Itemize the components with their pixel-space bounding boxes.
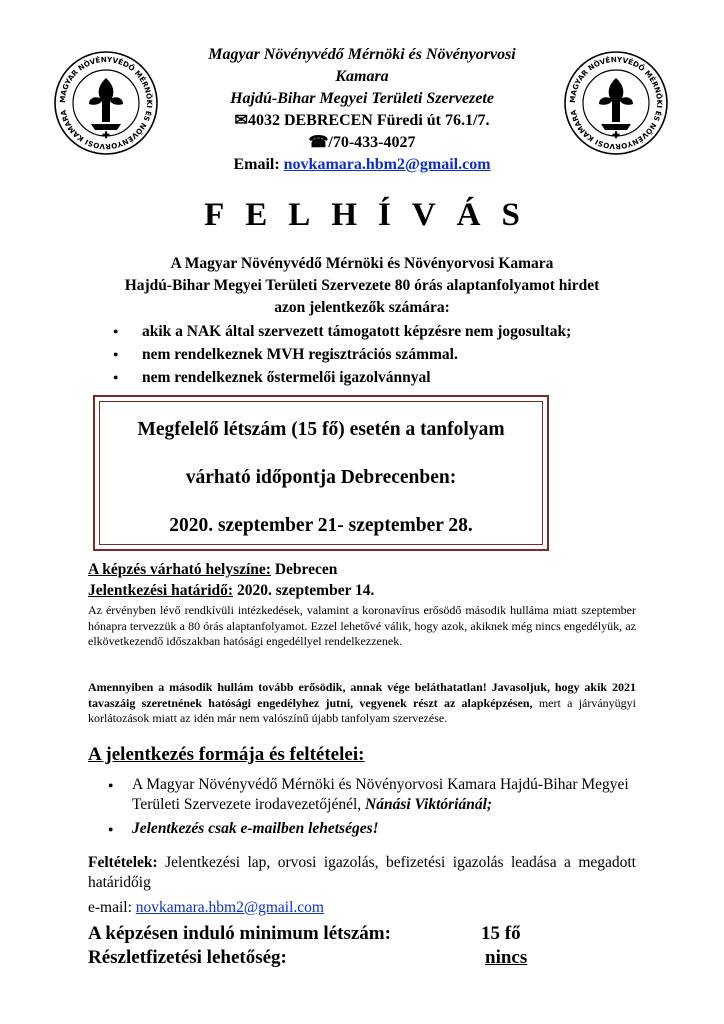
application-heading: A jelentkezés formája és feltételei: (88, 744, 365, 765)
intro-line3: azon jelentkezők számára: (274, 299, 450, 316)
eligibility-list (113, 320, 571, 389)
recommendation-bold: Amennyiben a második hullám tovább erősödik, annak vége beláthatatlan! Javasoljuk, hogy akik 2021 tavaszáig szeretnének hatósági engedélyhez jutni, vegyenek részt az alapképzésen, (88, 680, 636, 710)
deadline-label: Jelentkezési határidő: (88, 582, 234, 599)
svg-text:MAGYAR NÖVÉNYVÉDŐ MÉRNÖKI ÉS N: MAGYAR NÖVÉNYVÉDŐ MÉRNÖKI ÉS NÖVÉNYORVOSI KAMARA (567, 54, 665, 152)
address: 4032 DEBRECEN Füredi út 76.1/7. (247, 112, 490, 129)
installment-value: nincs (485, 947, 528, 968)
min-participants-row (88, 923, 521, 945)
application-item1-text: A Magyar Növényvédő Mérnöki és Növényorvosi Kamara Hajdú-Bihar Megyei Területi Szervezete irodavezetőjénél, (132, 776, 629, 813)
min-participants-label: A képzésen induló minimum létszám: (88, 923, 391, 944)
application-list (108, 775, 638, 843)
location-line (88, 561, 648, 579)
intro-line1: A Magyar Növényvédő Mérnöki és Növényorvosi Kamara (170, 255, 554, 272)
list-item: ● Jelentkezés csak e-mailben lehetséges! (108, 819, 638, 839)
email-label: Email: (233, 156, 284, 173)
conditions-email-label: e-mail: (88, 899, 136, 916)
page-title: FELHÍVÁS (204, 197, 541, 233)
address-line (170, 110, 554, 132)
date-box-line3: 2020. szeptember 21- szeptember 28. (169, 515, 473, 536)
conditions-text: Jelentkezési lap, orvosi igazolás, befizetési igazolás leadása a megadott határidőig (88, 854, 636, 891)
location-label: A képzés várható helyszíne: (88, 561, 271, 578)
conditions-email-link[interactable]: novkamara.hbm2@gmail.com (135, 899, 324, 916)
date-box-line2: várható időpontja Debrecenben: (185, 467, 457, 488)
list-item: ● akik a NAK által szervezett támogatott képzésre nem jogosultak; (113, 320, 571, 343)
svg-text:✚: ✚ (612, 130, 620, 140)
conditions (88, 853, 636, 893)
svg-text:✚: ✚ (102, 130, 110, 140)
email-line (170, 154, 554, 176)
date-box-line1: Megfelelő létszám (15 fő) esetén a tanfolyam (137, 419, 505, 440)
email-link[interactable]: novkamara.hbm2@gmail.com (283, 156, 491, 173)
recommendation-rest: mert a járványügyi korlátozások miatt az idén már nem valószínű újabb tanfolyam szervezése. (88, 695, 637, 725)
location-value: Debrecen (270, 561, 338, 578)
org-name-line3: Hajdú-Bihar Megyei Területi Szervezete (230, 90, 494, 107)
phone-line (170, 132, 554, 154)
conditions-email-line (88, 899, 324, 917)
chamber-seal-left (53, 50, 159, 156)
contact-name: Nánási Viktóriánál; (365, 796, 493, 813)
list-item: ● nem rendelkeznek őstermelői igazolvánnyal (113, 366, 571, 389)
org-name-line2: Kamara (335, 68, 389, 85)
deadline-value: 2020. szeptember 14. (233, 582, 375, 599)
deadline-line (88, 582, 648, 600)
installment-row (88, 947, 628, 969)
paragraph-covid: Az érvényben lévő rendkívüli intézkedések, valamint a koronavírus erősödő második hulláma miatt szeptember hónapra tervezzük a 80 órás alaptanfolyamot. Ezzel lehetővé válik, hogy azok, akiknek még nincs engedélyük, az elkövetkezendő időszakban hatósági engedéllyel rendelkezzenek. (88, 603, 636, 648)
phone: /70-433-4027 (328, 134, 416, 151)
phone-icon: ☎ (308, 134, 329, 151)
letterhead (170, 44, 554, 176)
envelope-icon: ✉ (234, 112, 248, 129)
date-box (93, 395, 549, 551)
chamber-seal-right (563, 50, 669, 156)
paragraph-recommendation (88, 680, 636, 727)
installment-label: Részletfizetési lehetőség: (88, 947, 287, 968)
min-participants-value: 15 fő (481, 923, 521, 944)
list-item (108, 775, 638, 815)
intro-line2: Hajdú-Bihar Megyei Területi Szervezete 80 órás alaptanfolyamot hirdet (124, 277, 600, 294)
svg-text:MAGYAR NÖVÉNYVÉDŐ MÉRNÖKI ÉS N: MAGYAR NÖVÉNYVÉDŐ MÉRNÖKI ÉS NÖVÉNYORVOSI KAMARA (57, 54, 155, 152)
list-item: ● nem rendelkeznek MVH regisztrációs számmal. (113, 343, 571, 366)
org-name-line1: Magyar Növényvédő Mérnöki és Növényorvosi (208, 46, 516, 63)
intro (88, 253, 636, 319)
conditions-label: Feltételek: (88, 854, 158, 871)
